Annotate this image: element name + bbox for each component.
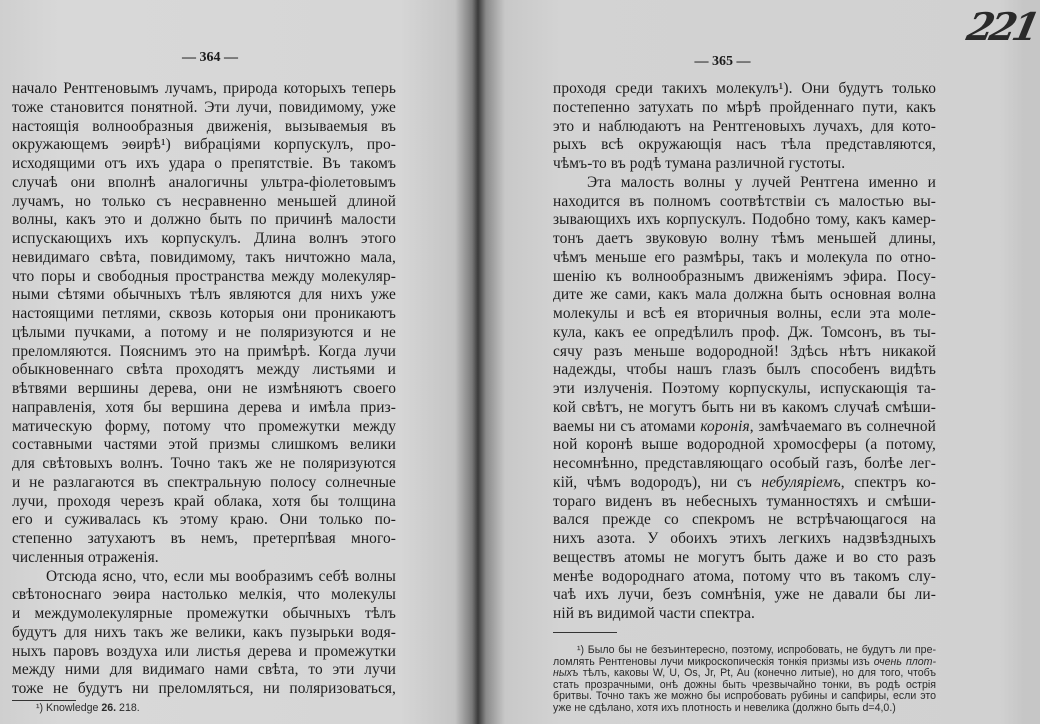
text-line — [553, 268, 936, 287]
text-segment: это и наблюдаютъ на Рентгеновыхъ лучахъ, для кото- — [553, 117, 936, 135]
text-segment: настоящими петлями, сквозь которыя они проникаютъ — [12, 305, 396, 322]
text-segment: ¹) Было бы не безъинтересно, поэтому, испробовать, не будутъ ли пре- — [577, 644, 936, 656]
text-line — [553, 530, 936, 549]
text-segment: 218. — [116, 702, 140, 714]
text-line — [12, 324, 396, 343]
text-line — [12, 568, 396, 587]
text-line — [553, 155, 936, 174]
text-segment: лучи, проходя черезъ край облака, хотя бы толщина — [12, 492, 396, 510]
bold-volume: 26. — [101, 702, 117, 714]
text-line — [553, 174, 936, 193]
text-line — [553, 193, 936, 212]
text-segment: испускающихъ ихъ корпускулъ. Длина волнъ этого — [12, 230, 396, 247]
text-line — [553, 455, 936, 474]
text-segment: молекулы и всѣ ея вторичныя волны, если эта моле- — [553, 305, 936, 322]
text-segment: цѣлыми пучками, а потому и не поляризуются и не — [12, 323, 396, 341]
text-line — [12, 493, 396, 512]
text-segment: кій, чѣмъ водородъ), ни съ — [553, 473, 762, 491]
text-line — [12, 680, 396, 699]
body-text — [12, 80, 396, 699]
text-segment: менѣе водороднаго атома, потому что въ такомъ слу- — [553, 567, 936, 585]
text-segment: , спектръ ко- — [840, 473, 936, 491]
footnote — [12, 703, 396, 715]
text-segment: лучамъ, но только съ несравненно меньшей длиной — [12, 192, 396, 210]
text-segment: тонъ даетъ звуковую волну тѣмъ меньшей длины, — [553, 230, 936, 247]
text-segment: чѣмъ меньше его размѣры, такъ и молекула по отно- — [553, 248, 936, 266]
text-segment: будутъ для нихъ такъ же велики, какъ пузырьки водя- — [12, 623, 396, 641]
text-line — [553, 399, 936, 418]
text-line — [12, 193, 396, 212]
text-segment: надежды, чтобы нашъ глазъ былъ способенъ видѣть — [553, 361, 936, 379]
text-line — [553, 324, 936, 343]
text-line — [553, 249, 936, 268]
text-line — [12, 455, 396, 474]
text-segment: чѣмъ-то въ родѣ тумана различной густоты. — [553, 155, 846, 172]
text-segment: невидимаго свѣта, повидимому, такъ ничтожно мала, — [12, 248, 396, 266]
text-segment: его и суживалась къ этому краю. Они только по- — [12, 511, 396, 529]
text-segment: настоящія волнообразныя движенія, вызываемыя въ — [12, 117, 396, 135]
text-segment: сячу разъ меньше водородной! Здѣсь нѣтъ никакой — [553, 342, 936, 360]
text-segment: исходящими отъ ихъ удара о препятствіе. Въ такомъ — [12, 155, 396, 172]
text-segment: численныя отраженія. — [12, 548, 159, 566]
text-line — [12, 249, 396, 268]
text-line — [553, 211, 936, 230]
text-segment: волны, какъ это и должно быть по причинѣ малости — [12, 211, 396, 229]
text-segment: тораго виденъ въ небесныхъ туманностяхъ и смѣши- — [553, 492, 936, 510]
text-segment: окружающемъ эѳирѣ¹) вибраціями корпускулъ, про- — [12, 136, 396, 154]
text-line — [553, 230, 936, 249]
body-text — [553, 80, 936, 624]
text-segment: ныхъ паровъ воздуха или листья дерева и промежутки — [12, 642, 396, 660]
footnote-line — [12, 703, 396, 715]
text-segment: ¹) Knowledge — [36, 702, 102, 714]
text-line — [553, 436, 936, 455]
text-line — [12, 549, 396, 568]
text-line — [553, 511, 936, 530]
handwritten-page-number: 221 — [963, 4, 1040, 49]
text-line — [12, 436, 396, 455]
text-segment: тоже не будутъ ни преломляться, ни поляризоваться, — [12, 680, 396, 697]
text-segment: ными сѣтями обычныхъ тѣлъ являются для нихъ уже — [12, 286, 396, 304]
text-line — [12, 418, 396, 437]
text-segment: , замѣчаемаго въ солнечной — [749, 417, 936, 435]
text-segment: находится въ полномъ соотвѣтствіи съ малостью вы- — [553, 192, 936, 210]
text-segment: несомнѣнно, представляющаго особый газъ, болѣе лег- — [553, 455, 936, 472]
text-segment: чаѣ ихъ лучи, безъ сомнѣнія, уже не давали бы ли- — [553, 586, 936, 604]
footnote-divider — [12, 700, 76, 701]
text-segment: Эта малость волны у лучей Рентгена именно и — [587, 173, 936, 191]
text-line — [553, 418, 936, 437]
text-segment: веществъ атомы не могутъ быть даже и во сто разъ — [553, 548, 936, 566]
text-segment: направленія, хотя бы вершина дерева и имѣла приз- — [12, 398, 396, 416]
text-segment: кула, какъ ее опредѣлилъ проф. Дж. Томсонъ, въ ты- — [553, 323, 936, 341]
text-line — [12, 474, 396, 493]
text-segment: обыкновеннаго свѣта проходятъ между листьями и — [12, 361, 396, 379]
text-line — [12, 661, 396, 680]
text-line — [12, 286, 396, 305]
text-segment: ной коронѣ выше водородной хромосферы (а потому, — [553, 436, 936, 454]
text-line — [12, 530, 396, 549]
text-line — [12, 361, 396, 380]
text-line — [553, 118, 936, 137]
text-line — [12, 99, 396, 118]
text-segment: случаѣ они вполнѣ аналогичны ультра-фіолетовымъ — [12, 173, 396, 191]
italic-term: коронія — [700, 417, 750, 435]
text-segment: постепенно затухать по мѣрѣ пройденнаго пути, какъ — [553, 98, 936, 116]
text-line — [553, 361, 936, 380]
text-segment: ній въ видимой части спектра. — [553, 605, 755, 622]
text-line — [12, 605, 396, 624]
text-segment: вѣтвями вершины дерева, они не измѣняютъ своего — [12, 380, 396, 397]
text-line — [12, 211, 396, 230]
footnote-line — [553, 703, 936, 715]
text-line — [12, 174, 396, 193]
page-number: — 364 — — [182, 50, 238, 65]
page-number: — 365 — — [694, 54, 751, 69]
text-segment: нихъ азота. У обоихъ этихъ легкихъ надзвѣздныхъ — [553, 530, 936, 547]
text-line — [12, 305, 396, 324]
text-segment: уже не сдѣлано, хотя ихъ плотность и невелика (должно быть d=4,0.) — [553, 701, 896, 714]
text-line — [12, 380, 396, 399]
text-segment: составными частями этой призмы слишкомъ велики — [12, 436, 396, 454]
text-segment: тоже становится понятной. Эти лучи, повидимому, уже — [12, 98, 396, 116]
text-segment: ломлять Рентгеновы лучи микроскопическія тонкія призмы изъ — [553, 655, 874, 668]
italic-term: ныхъ — [553, 667, 579, 680]
text-segment: начало Рентгеновымъ лучамъ, природа которыхъ теперь — [12, 80, 396, 97]
text-line — [553, 343, 936, 362]
text-line — [553, 474, 936, 493]
text-segment: зывающихъ ихъ корпускулъ. Подобно тому, какъ камер- — [553, 211, 936, 229]
text-segment: свѣтоноснаго эѳира настолько мелкія, что молекулы — [12, 586, 396, 604]
text-line — [553, 568, 936, 587]
text-segment: проходя среди такихъ молекулъ¹). Они будутъ только — [553, 80, 936, 97]
text-segment: бритвы. Точно такъ же можно бы испробовать рубины и сапфиры, если это — [553, 690, 936, 703]
text-line — [553, 586, 936, 605]
text-line — [553, 305, 936, 324]
text-segment: между ними для видимаго нами свѣта, то эти лучи — [12, 661, 396, 679]
text-segment: эти излученія. Поэтому корпускулы, испускающія та- — [553, 380, 936, 397]
text-segment: для свѣтовыхъ волнъ. Точно такъ же не поляризуются — [12, 455, 396, 472]
text-line — [12, 343, 396, 362]
text-line — [12, 268, 396, 287]
text-segment: преломляются. Пояснимъ это на примѣрѣ. Когда лучи — [12, 342, 396, 360]
text-segment: и не разлагаются въ спектральную полосу солнечные — [12, 473, 396, 491]
text-line — [12, 643, 396, 662]
text-line — [553, 99, 936, 118]
text-line — [12, 586, 396, 605]
text-segment: кой свѣтъ, не могутъ быть ни въ какомъ случаѣ смѣши- — [553, 398, 936, 416]
text-segment: шенію къ волнообразнымъ движеніямъ эфира. Посу- — [553, 267, 936, 285]
text-line — [553, 286, 936, 305]
text-segment: матическую форму, потому что промежутки между — [12, 417, 396, 435]
text-line — [553, 493, 936, 512]
text-segment: ваемы ни съ атомами — [553, 417, 701, 435]
text-line — [553, 136, 936, 155]
text-segment: дите же сами, какъ мала должна быть основная волна — [553, 286, 936, 304]
text-segment: Отсюда ясно, что, если мы вообразимъ себѣ волны — [46, 567, 396, 585]
text-line — [553, 605, 936, 624]
footnote — [553, 645, 936, 715]
text-line — [553, 549, 936, 568]
text-segment: рыхъ всѣ окружающія насъ тѣла представляются, — [553, 136, 936, 154]
italic-term: небуляріемъ — [761, 473, 841, 491]
text-line — [12, 118, 396, 137]
text-segment: тѣлъ, каковы W, U, Os, Jr, Pt, Au (конечно литые), но для того, чтобъ — [578, 667, 936, 680]
text-segment: и междумолекулярные промежутки обычныхъ тѣлъ — [12, 605, 396, 622]
text-line — [12, 230, 396, 249]
footnote-divider — [553, 632, 617, 633]
text-line — [12, 80, 396, 99]
text-line — [553, 380, 936, 399]
text-segment: вался прежде со спекромъ не встрѣчающагося на — [553, 511, 936, 529]
text-line — [12, 624, 396, 643]
text-segment: что поры и свободныя пространства между молекуляр- — [12, 267, 396, 285]
italic-term: очень плот- — [873, 655, 936, 668]
text-line — [12, 399, 396, 418]
text-line — [553, 80, 936, 99]
text-segment: степенно затухаютъ въ немъ, претерпѣвая много- — [12, 530, 396, 547]
text-line — [12, 155, 396, 174]
text-segment: стать прозрачными, онѣ дожны быть чрезвычайно тонки, въ родѣ острія — [553, 678, 936, 691]
text-line — [12, 136, 396, 155]
text-line — [12, 511, 396, 530]
